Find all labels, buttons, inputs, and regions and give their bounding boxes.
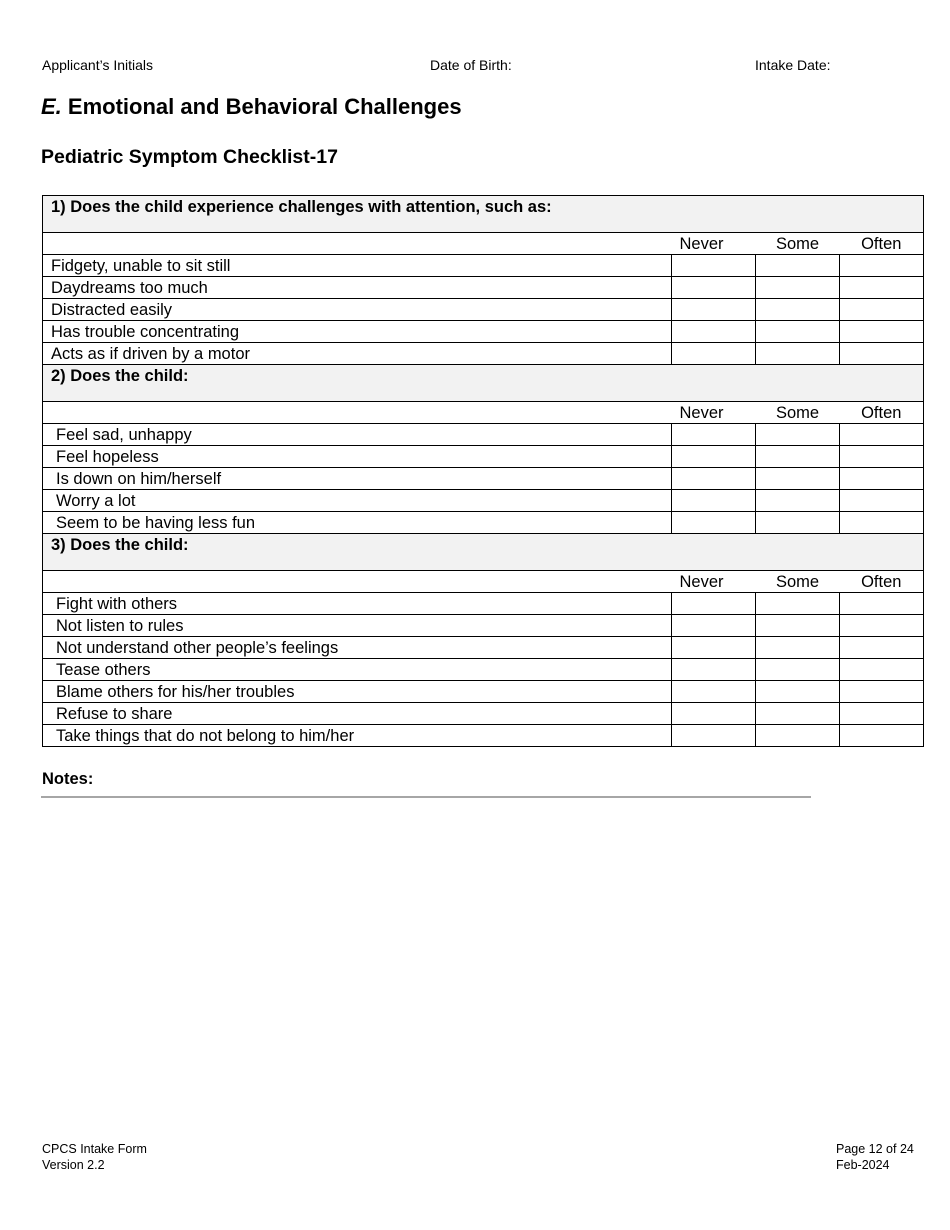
never-response-cell[interactable] <box>672 277 756 299</box>
footer-form-name: CPCS Intake Form <box>42 1142 147 1156</box>
often-response-cell[interactable] <box>840 725 924 747</box>
some-response-cell[interactable] <box>756 343 840 365</box>
scale-never-label: Never <box>672 402 756 424</box>
applicant-initials-label: Applicant’s Initials <box>42 57 154 73</box>
never-response-cell[interactable] <box>672 299 756 321</box>
scale-header-row <box>43 233 924 255</box>
some-response-cell[interactable] <box>756 512 840 534</box>
question-text: 2) Does the child: <box>43 365 924 402</box>
often-response-cell[interactable] <box>840 659 924 681</box>
symptom-row <box>43 343 924 365</box>
notes-line[interactable] <box>41 796 811 798</box>
often-response-cell[interactable] <box>840 512 924 534</box>
symptom-label: Tease others <box>43 659 672 681</box>
never-response-cell[interactable] <box>672 725 756 747</box>
some-response-cell[interactable] <box>756 615 840 637</box>
symptom-label: Daydreams too much <box>43 277 672 299</box>
symptom-label: Distracted easily <box>43 299 672 321</box>
symptom-label: Acts as if driven by a motor <box>43 343 672 365</box>
date-of-birth-label: Date of Birth: <box>430 57 512 73</box>
symptom-row <box>43 424 924 446</box>
often-response-cell[interactable] <box>840 343 924 365</box>
some-response-cell[interactable] <box>756 490 840 512</box>
symptom-row <box>43 299 924 321</box>
never-response-cell[interactable] <box>672 490 756 512</box>
symptom-label: Fight with others <box>43 593 672 615</box>
never-response-cell[interactable] <box>672 512 756 534</box>
scale-header-row <box>43 571 924 593</box>
symptom-label: Worry a lot <box>43 490 672 512</box>
some-response-cell[interactable] <box>756 321 840 343</box>
never-response-cell[interactable] <box>672 424 756 446</box>
symptom-label: Fidgety, unable to sit still <box>43 255 672 277</box>
never-response-cell[interactable] <box>672 615 756 637</box>
some-response-cell[interactable] <box>756 659 840 681</box>
often-response-cell[interactable] <box>840 321 924 343</box>
never-response-cell[interactable] <box>672 681 756 703</box>
scale-often-label: Often <box>840 233 924 255</box>
symptom-label: Seem to be having less fun <box>43 512 672 534</box>
symptom-label: Not understand other people’s feelings <box>43 637 672 659</box>
symptom-row <box>43 490 924 512</box>
never-response-cell[interactable] <box>672 593 756 615</box>
symptom-row <box>43 637 924 659</box>
symptom-row <box>43 277 924 299</box>
some-response-cell[interactable] <box>756 446 840 468</box>
symptom-row <box>43 446 924 468</box>
never-response-cell[interactable] <box>672 703 756 725</box>
often-response-cell[interactable] <box>840 637 924 659</box>
question-row <box>43 365 924 402</box>
scale-header-row <box>43 402 924 424</box>
never-response-cell[interactable] <box>672 637 756 659</box>
symptom-label: Refuse to share <box>43 703 672 725</box>
question-row <box>43 534 924 571</box>
symptom-label: Feel hopeless <box>43 446 672 468</box>
checklist-title: Pediatric Symptom Checklist-17 <box>41 146 338 168</box>
scale-some-label: Some <box>756 402 840 424</box>
some-response-cell[interactable] <box>756 703 840 725</box>
symptom-row <box>43 703 924 725</box>
scale-header-spacer <box>43 233 672 255</box>
footer-version: Version 2.2 <box>42 1158 105 1172</box>
often-response-cell[interactable] <box>840 490 924 512</box>
never-response-cell[interactable] <box>672 468 756 490</box>
notes-label: Notes: <box>42 770 94 788</box>
symptom-label: Has trouble concentrating <box>43 321 672 343</box>
often-response-cell[interactable] <box>840 615 924 637</box>
section-title <box>41 94 462 120</box>
some-response-cell[interactable] <box>756 681 840 703</box>
scale-never-label: Never <box>672 233 756 255</box>
section-title-text: Emotional and Behavioral Challenges <box>67 94 462 119</box>
footer-left <box>42 1141 147 1173</box>
symptom-row <box>43 593 924 615</box>
some-response-cell[interactable] <box>756 299 840 321</box>
intake-date-label: Intake Date: <box>755 57 831 73</box>
often-response-cell[interactable] <box>840 468 924 490</box>
section-letter: E. <box>41 94 62 119</box>
some-response-cell[interactable] <box>756 255 840 277</box>
symptom-checklist-table <box>42 195 924 747</box>
footer-date: Feb-2024 <box>836 1158 890 1172</box>
often-response-cell[interactable] <box>840 424 924 446</box>
some-response-cell[interactable] <box>756 468 840 490</box>
never-response-cell[interactable] <box>672 255 756 277</box>
symptom-row <box>43 321 924 343</box>
some-response-cell[interactable] <box>756 593 840 615</box>
symptom-label: Is down on him/herself <box>43 468 672 490</box>
symptom-label: Take things that do not belong to him/her <box>43 725 672 747</box>
symptom-label: Blame others for his/her troubles <box>43 681 672 703</box>
often-response-cell[interactable] <box>840 299 924 321</box>
footer-right <box>836 1141 914 1173</box>
question-row <box>43 196 924 233</box>
question-text: 1) Does the child experience challenges with attention, such as: <box>43 196 924 233</box>
symptom-label: Feel sad, unhappy <box>43 424 672 446</box>
scale-never-label: Never <box>672 571 756 593</box>
often-response-cell[interactable] <box>840 255 924 277</box>
often-response-cell[interactable] <box>840 703 924 725</box>
often-response-cell[interactable] <box>840 277 924 299</box>
scale-header-spacer <box>43 402 672 424</box>
symptom-row <box>43 659 924 681</box>
often-response-cell[interactable] <box>840 593 924 615</box>
scale-some-label: Some <box>756 233 840 255</box>
often-response-cell[interactable] <box>840 681 924 703</box>
never-response-cell[interactable] <box>672 343 756 365</box>
scale-header-spacer <box>43 571 672 593</box>
never-response-cell[interactable] <box>672 659 756 681</box>
some-response-cell[interactable] <box>756 424 840 446</box>
question-text: 3) Does the child: <box>43 534 924 571</box>
symptom-row <box>43 468 924 490</box>
scale-often-label: Often <box>840 402 924 424</box>
symptom-row <box>43 512 924 534</box>
symptom-row <box>43 255 924 277</box>
symptom-row <box>43 725 924 747</box>
scale-often-label: Often <box>840 571 924 593</box>
never-response-cell[interactable] <box>672 446 756 468</box>
symptom-row <box>43 681 924 703</box>
some-response-cell[interactable] <box>756 725 840 747</box>
symptom-row <box>43 615 924 637</box>
footer-page-number: Page 12 of 24 <box>836 1142 914 1156</box>
some-response-cell[interactable] <box>756 277 840 299</box>
never-response-cell[interactable] <box>672 321 756 343</box>
some-response-cell[interactable] <box>756 637 840 659</box>
often-response-cell[interactable] <box>840 446 924 468</box>
scale-some-label: Some <box>756 571 840 593</box>
symptom-label: Not listen to rules <box>43 615 672 637</box>
